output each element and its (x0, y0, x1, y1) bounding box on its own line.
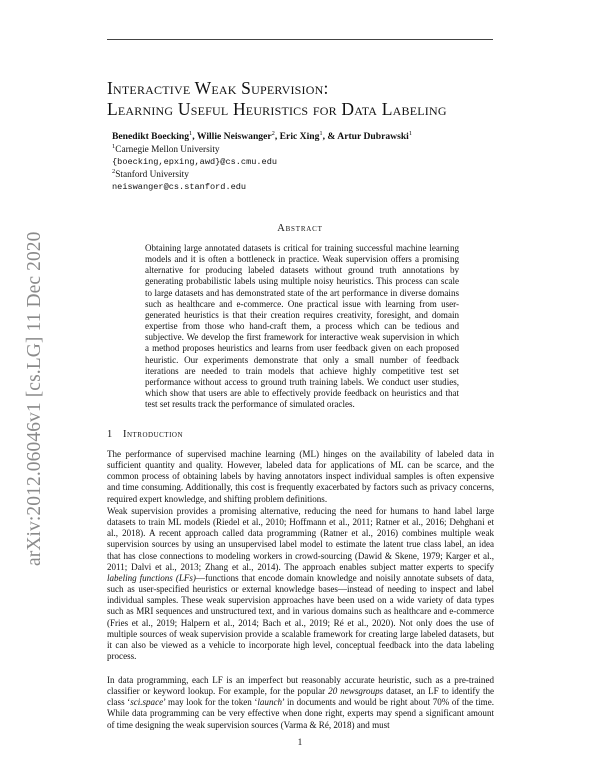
emphasis-term: labeling functions (LFs) (107, 572, 196, 583)
section-heading (107, 429, 183, 440)
author-separator: , (192, 131, 197, 142)
abstract-text: Obtaining large annotated datasets is critical for training successful machine learning models and it is often a bottleneck in practice. Weak supervision offers a promising alternative for producing labeled datasets without ground truth annotations by generating probabilistic labels using multiple noisy heuristics. This process can scale to large datasets and has demonstrated state of the art performance in diverse domains such as healthcare and e-commerce. One practical issue with learning from user-generated heuristics is that their creation requires creativity, foresight, and domain expertise from those who hand-craft them, a process which can be tedious and subjective. We develop the first framework for interactive weak supervision in which a method proposes heuristics and learns from user feedback given on each proposed heuristic. Our experiments demonstrate that only a small number of feedback iterations are needed to train models that achieve highly competitive test set performance without access to ground truth training labels. We conduct user studies, which show that users are able to effectively provide feedback on heuristics and that test set results track the performance of simulated oracles. (145, 243, 459, 410)
author-affiliation-mark: 1 (408, 129, 413, 137)
title-line-1: Interactive Weak Supervision: (107, 78, 329, 98)
affiliation-email: {boecking,epxing,awd}@cs.cmu.edu (112, 157, 278, 167)
intro-paragraph-1: The performance of supervised machine learning (ML) hinges on the availability of labeled data in sufficient quantity and quality. However, labeled data for applications of ML can be scarce, and the common process of obtaining labels by having annotators inspect individual samples is often expensive and time consuming. Additionally, this cost is frequently exacerbated by factors such as privacy concerns, required expert knowledge, and shifting problem definitions. (107, 449, 494, 504)
author-affiliation-mark: 1 (189, 129, 193, 137)
affiliation-mark: 2 (112, 167, 116, 175)
author-affiliation-mark: 2 (271, 129, 275, 137)
section-title: Introduction (123, 429, 184, 440)
author-name: Eric Xing (279, 131, 320, 142)
affiliation-name: $^2$Stanford University (112, 167, 189, 180)
section-number: 1 (107, 429, 113, 440)
paper-title (107, 78, 497, 120)
author-list (112, 131, 412, 142)
intro-paragraph-3: In data programming, each LF is an imperfect but reasonably accurate heuristic, such as a pre-trained classifier or keyword lookup. For example, for the popular 20 newsgroups dataset, an LF to identify the class ‘sci.space’ may look for the token ‘launch’ in documents and would be right about 70% of the time. While data programming can be very effective when done right, experts may spend a significant amount of time designing the weak supervision sources (Varma & Ré, 2018) and must (107, 675, 494, 730)
class-name: sci.space (130, 697, 164, 708)
affiliation-mark: 1 (112, 142, 116, 150)
author-separator: , & (322, 131, 338, 142)
affiliation-email: neiswanger@cs.stanford.edu (112, 182, 247, 192)
dataset-name: 20 newsgroups (328, 686, 384, 697)
abstract-heading: Abstract (277, 223, 323, 234)
author-affiliation-mark: 1 (319, 129, 323, 137)
affiliation-name: $^1$Carnegie Mellon University (112, 142, 220, 155)
intro-paragraph-2: Weak supervision provides a promising alternative, reducing the need for humans to hand label large datasets to train ML models (Riedel et al., 2010; Hoffmann et al., 2011; Ratner et al., 2016; Dehghani et al., 2018). A recent approach called data programming (Ratner et al., 2016) combines multiple weak supervision sources by using an unsupervised label model to estimate the latent true class label, an idea that has close connections to modeling workers in crowd-sourcing (Dawid & Skene, 1979; Karger et al., 2011; Dalvi et al., 2013; Zhang et al., 2014). The approach enables subject matter experts to specify labeling functions (LFs)—functions that encode domain knowledge and noisily annotate subsets of data, such as user-specified heuristics or external knowledge bases—instead of needing to inspect and label individual samples. These weak supervision approaches have been used on a wide variety of data types such as MRI sequences and unstructured text, and in various domains such as healthcare and e-commerce (Fries et al., 2019; Halpern et al., 2014; Bach et al., 2019; Ré et al., 2020). Not only does the use of multiple sources of weak supervision provide a scalable framework for creating large labeled datasets, but it can also be viewed as a vehicle to incorporate high level, conceptual feedback into the data labeling process. (107, 506, 494, 662)
arxiv-identifier: arXiv:2012.06046v1 [cs.LG] 11 Dec 2020 (24, 231, 45, 566)
token-name: launch (257, 697, 283, 708)
header-rule (107, 39, 493, 40)
title-line-2: Learning Useful Heuristics for Data Labeling (107, 99, 447, 119)
page-number: 1 (297, 738, 303, 748)
author-name: Artur Dubrawski (337, 131, 409, 142)
author-name: Willie Neiswanger (196, 131, 272, 142)
author-separator: , (274, 131, 280, 142)
author-name: Benedikt Boecking (112, 131, 190, 142)
